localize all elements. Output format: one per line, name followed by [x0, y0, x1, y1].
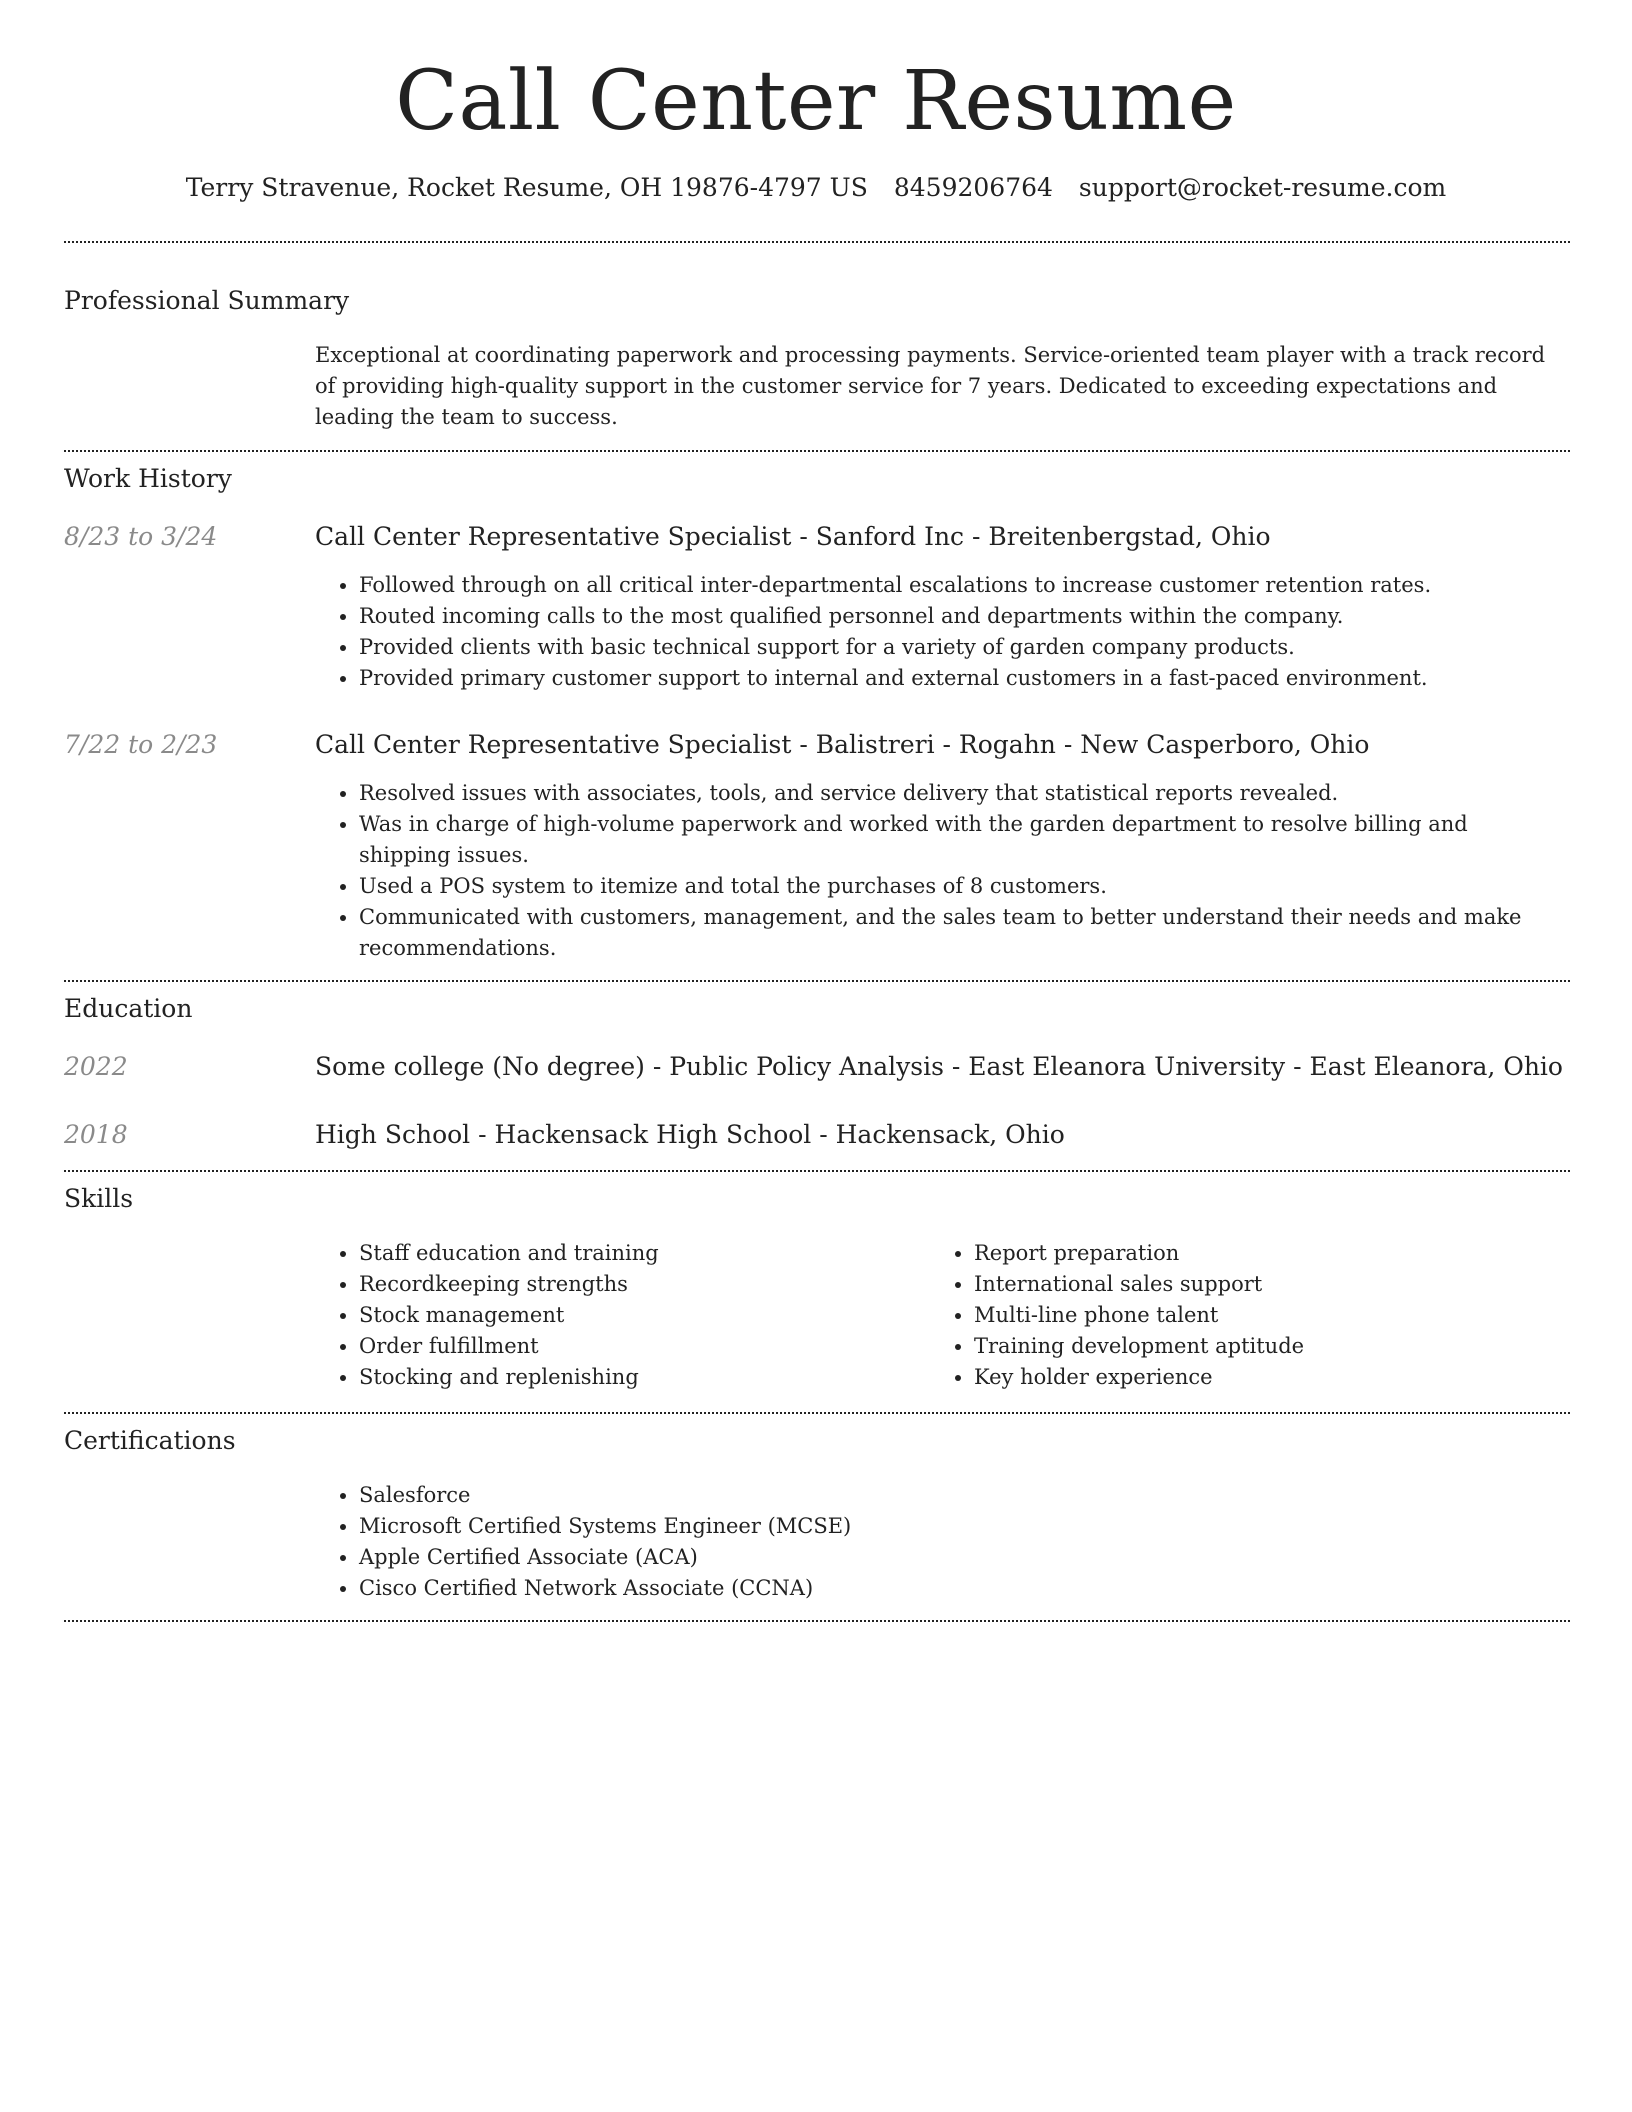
- list-item: • Salesforce: [359, 1480, 1565, 1511]
- list-item: • Stock management: [359, 1300, 915, 1331]
- divider: [64, 1620, 1570, 1622]
- job-bullets: [315, 570, 1565, 694]
- list-item: • Multi-line phone talent: [974, 1300, 1530, 1331]
- list-item: • Provided primary customer support to internal and external customers in a fast-paced environment.: [359, 663, 1565, 694]
- list-item: • Followed through on all critical inter-departmental escalations to increase customer retention rates.: [359, 570, 1565, 601]
- section-title-summary: Professional Summary: [64, 286, 350, 315]
- list-item: • Resolved issues with associates, tools, and service delivery that statistical reports revealed.: [359, 778, 1565, 809]
- section-title-certifications: Certifications: [64, 1426, 236, 1455]
- summary-text: Exceptional at coordinating paperwork and processing payments. Service-oriented team player with a track record of providing high-quality support in the customer service for 7 years. Dedicated to exceeding expectations and leading the team to success.: [315, 343, 1546, 429]
- job-bullets: [315, 778, 1565, 964]
- skills-list-right: [930, 1238, 1530, 1393]
- education-heading: [315, 1050, 1563, 1084]
- list-item: • Training development aptitude: [974, 1331, 1530, 1362]
- section-title-education: Education: [64, 994, 193, 1023]
- list-item: • Cisco Certified Network Associate (CCNA): [359, 1573, 1565, 1604]
- list-item: • Order fulfillment: [359, 1331, 915, 1362]
- list-item: • International sales support: [974, 1269, 1530, 1300]
- education-school: - Hackensack High School - Hackensack, Ohio: [470, 1120, 1065, 1149]
- contact-email: support@rocket-resume.com: [1078, 173, 1447, 202]
- divider: [64, 241, 1570, 243]
- divider: [64, 1412, 1570, 1414]
- contact-line: [0, 170, 1632, 206]
- job-title: Call Center Representative Specialist: [315, 522, 792, 551]
- education-school: - East Eleanora University - East Eleanora, Ohio: [943, 1052, 1563, 1081]
- education-year: 2022: [64, 1052, 128, 1081]
- list-item: • Communicated with customers, management, and the sales team to better understand their needs and make recommendations.: [359, 902, 1565, 964]
- list-item: • Stocking and replenishing: [359, 1362, 915, 1393]
- section-title-skills: Skills: [64, 1184, 134, 1213]
- job-dates: 8/23 to 3/24: [64, 522, 218, 551]
- education-title: High School: [315, 1120, 471, 1149]
- list-item: • Recordkeeping strengths: [359, 1269, 915, 1300]
- page-title: Call Center Resume: [395, 54, 1237, 149]
- list-item: • Provided clients with basic technical support for a variety of garden company products.: [359, 632, 1565, 663]
- section-title-work: Work History: [64, 464, 232, 493]
- list-item: • Was in charge of high-volume paperwork and worked with the garden department to resolve billing and shipping issues.: [359, 809, 1565, 871]
- divider: [64, 1170, 1570, 1172]
- job-employer: - Sanford Inc - Breitenbergstad, Ohio: [791, 522, 1271, 551]
- certifications-list: [315, 1480, 1565, 1604]
- job-heading: [315, 520, 1271, 554]
- list-item: • Report preparation: [974, 1238, 1530, 1269]
- list-item: • Staff education and training: [359, 1238, 915, 1269]
- divider: [64, 980, 1570, 982]
- contact-address: Terry Stravenue, Rocket Resume, OH 19876-4797 US: [185, 173, 868, 202]
- contact-phone: 8459206764: [893, 173, 1053, 202]
- job-employer: - Balistreri - Rogahn - New Casperboro, Ohio: [791, 730, 1370, 759]
- list-item: • Used a POS system to itemize and total the purchases of 8 customers.: [359, 871, 1565, 902]
- list-item: • Key holder experience: [974, 1362, 1530, 1393]
- list-item: • Microsoft Certified Systems Engineer (MCSE): [359, 1511, 1565, 1542]
- skills-list-left: [315, 1238, 915, 1393]
- list-item: • Routed incoming calls to the most qualified personnel and departments within the company.: [359, 601, 1565, 632]
- job-title: Call Center Representative Specialist: [315, 730, 792, 759]
- divider: [64, 450, 1570, 452]
- education-title: Some college (No degree) - Public Policy Analysis: [315, 1052, 944, 1081]
- job-dates: 7/22 to 2/23: [64, 730, 218, 759]
- education-heading: [315, 1118, 1065, 1152]
- education-year: 2018: [64, 1120, 128, 1149]
- job-heading: [315, 728, 1369, 762]
- list-item: • Apple Certified Associate (ACA): [359, 1542, 1565, 1573]
